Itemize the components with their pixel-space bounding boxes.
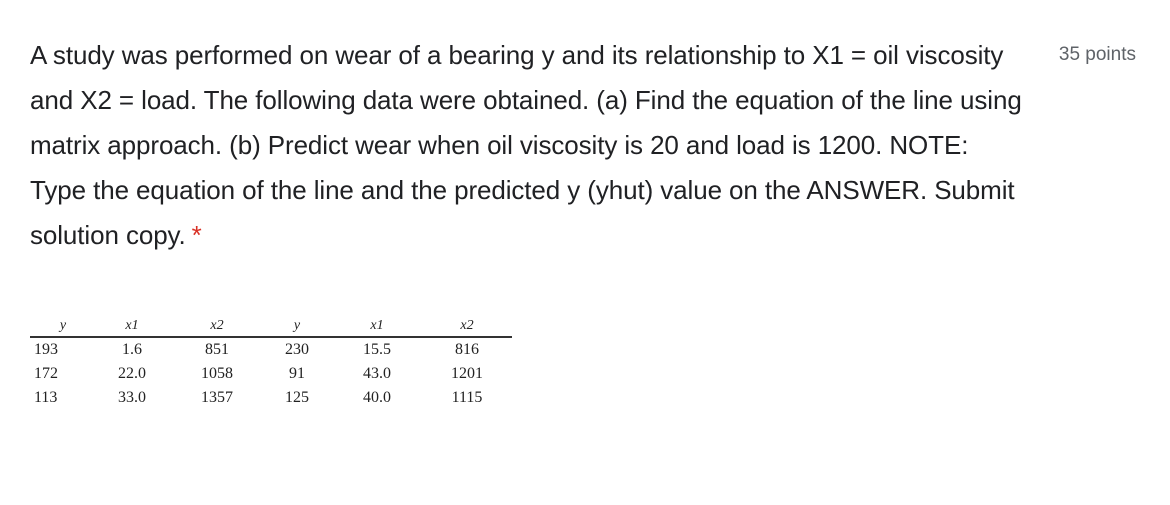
table-cell: 193	[34, 341, 58, 358]
table-cell: 1.6	[122, 341, 142, 358]
data-table-image	[30, 308, 520, 428]
table-cell: 91	[289, 365, 305, 382]
table-cell: 125	[285, 389, 309, 406]
table-cell: 22.0	[118, 365, 146, 382]
table-cell: 851	[205, 341, 229, 358]
table-row	[30, 362, 512, 386]
required-marker: *	[191, 220, 202, 250]
table-cell: 43.0	[363, 365, 391, 382]
table-cell: 230	[285, 341, 309, 358]
question-text	[30, 33, 1030, 258]
header-x1-1: x1	[92, 314, 172, 337]
table-row	[30, 337, 512, 362]
table-cell: 1357	[201, 389, 233, 406]
question-body: A study was performed on wear of a bearing y and its relationship to X1 = oil viscosity and X2 = load. The following data were obtained. (a) Find the equation of the line using matrix approach. (b) Predict wear when oil viscosity is 20 and load is 1200. NOTE: Type the equation of the line and the predicted y (yhut) value on the ANSWER. Submit solution copy.	[30, 40, 1022, 250]
table-cell: 113	[34, 389, 58, 406]
header-x2-2: x2	[422, 314, 512, 337]
table-cell: 816	[455, 341, 479, 358]
data-table	[30, 314, 512, 410]
table-cell: 1058	[201, 365, 233, 382]
header-y-1: y	[30, 314, 92, 337]
points-label: 35 points	[1058, 44, 1136, 65]
header-y-2: y	[262, 314, 332, 337]
table-cell: 1115	[451, 389, 483, 406]
table-cell: 15.5	[363, 341, 391, 358]
table-cell: 33.0	[118, 389, 146, 406]
table-cell: 40.0	[363, 389, 391, 406]
table-header-row	[30, 314, 512, 337]
table-cell: 172	[34, 365, 58, 382]
table-row	[30, 386, 512, 410]
header-x1-2: x1	[332, 314, 422, 337]
header-x2-1: x2	[172, 314, 262, 337]
table-cell: 1201	[451, 365, 483, 382]
